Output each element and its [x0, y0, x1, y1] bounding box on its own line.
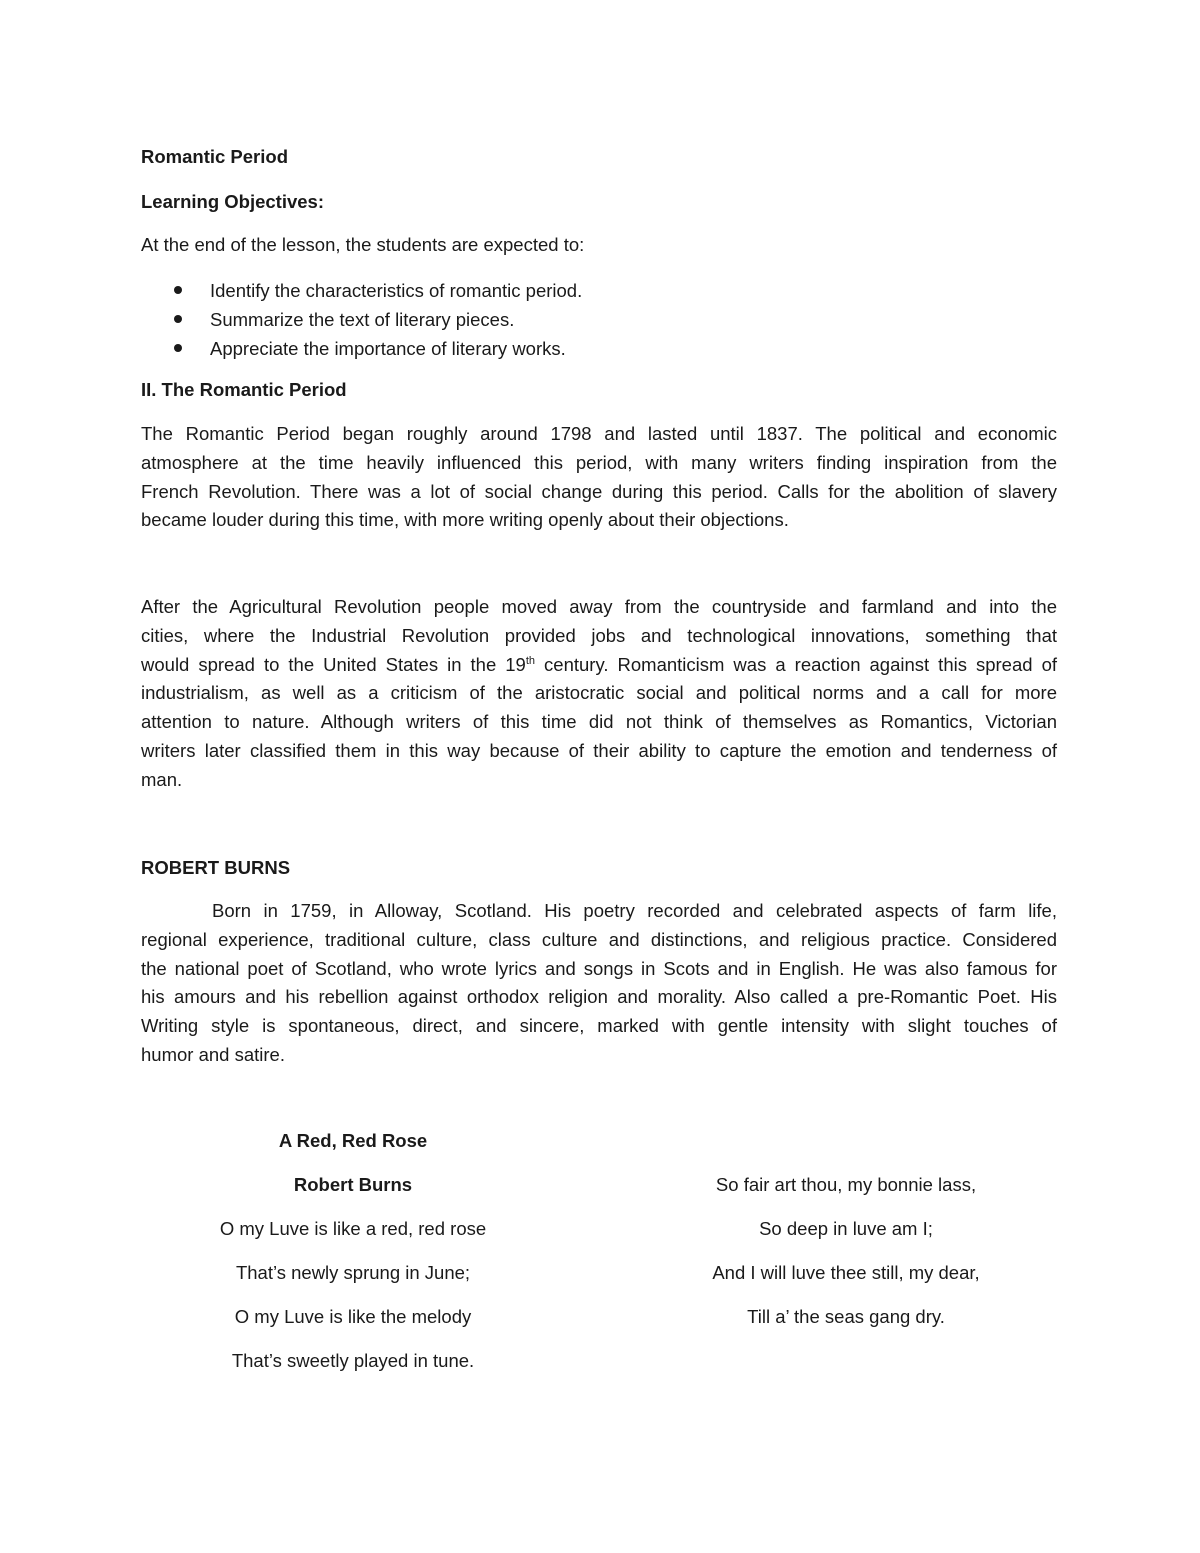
poem-line: O my Luve is like the melody [234, 1306, 472, 1327]
poem-line: That’s sweetly played in tune. [231, 1350, 475, 1371]
paragraph-agricultural-revolution: After the Agricultural Revolution people moved away from the countryside and farmland and into the cities, where the Industrial Revolution provided jobs and technological innovations, something that would spread to the United States in the 19th century. Romanticism was a reaction against this spread of industrialism, as well as a criticism of the aristocratic social and political norms and a call for more attention to nature. Although writers of this time did not think of themselves as Romantics, Victorian writers later classified them in this way because of their ability to capture the emotion and tenderness of man. [141, 596, 1057, 790]
poem-title: A Red, Red Rose [278, 1130, 428, 1151]
poem-line: O my Luve is like a red, red rose [219, 1218, 487, 1239]
list-item: Summarize the text of literary pieces. [172, 311, 582, 340]
poem-line: So deep in luve am I; [759, 1218, 933, 1239]
burns-heading: ROBERT BURNS [141, 857, 291, 878]
bullet-icon [174, 315, 182, 323]
list-item: Identify the characteristics of romantic period. [172, 282, 582, 311]
objectives-list [172, 282, 582, 369]
page-title: Romantic Period [141, 146, 288, 167]
section-heading: II. The Romantic Period [141, 379, 347, 400]
objectives-heading: Learning Objectives: [141, 191, 324, 212]
paragraph-robert-burns: Born in 1759, in Alloway, Scotland. His poetry recorded and celebrated aspects of farm life, regional experience, traditional culture, class culture and distinctions, and religious practice. Considered the national poet of Scotland, who wrote lyrics and songs in Scots and in English. He was also famous for his amours and his rebellion against orthodox religion and morality. Also called a pre-Romantic Poet. His Writing style is spontaneous, direct, and sincere, marked with gentle intensity with slight touches of humor and satire. [141, 900, 1057, 1065]
poem-line: Till a’ the seas gang dry. [747, 1306, 945, 1327]
paragraph-romantic-period: The Romantic Period began roughly around 1798 and lasted until 1837. The political and economic atmosphere at the time heavily influenced this period, with many writers finding inspiration from the French Revolution. There was a lot of social change during this period. Calls for the abolition of slavery became louder during this time, with more writing openly about their objections. [141, 423, 1057, 531]
list-item: Appreciate the importance of literary works. [172, 340, 582, 369]
bullet-icon [174, 286, 182, 294]
poem-line: That’s newly sprung in June; [235, 1262, 471, 1283]
poem-line: And I will luve thee still, my dear, [712, 1262, 980, 1283]
line-with-superscript: would spread to the United States in the 19th century. Romanticism was a reaction against this spread of [141, 653, 1057, 675]
objectives-intro: At the end of the lesson, the students are expected to: [141, 234, 585, 255]
bullet-icon [174, 344, 182, 352]
poem-author: Robert Burns [293, 1174, 413, 1195]
poem-line: So fair art thou, my bonnie lass, [715, 1174, 977, 1195]
